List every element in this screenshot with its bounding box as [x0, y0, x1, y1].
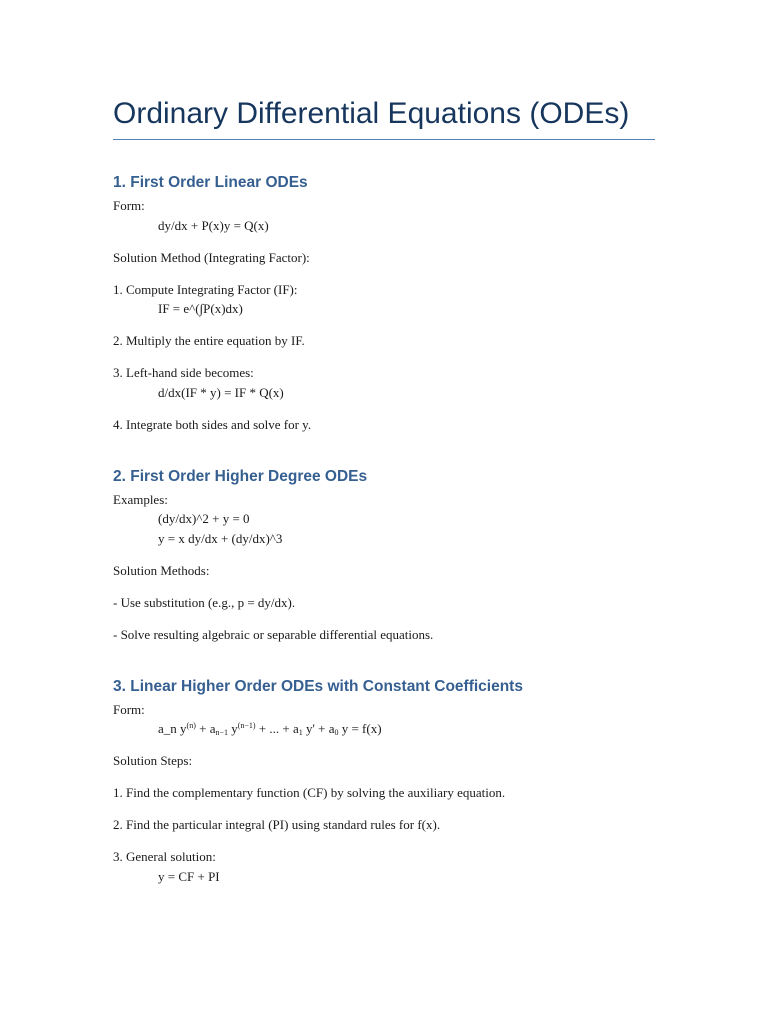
eq-part: a_n y — [158, 721, 187, 736]
eq-subscript: n−1 — [215, 728, 228, 737]
section-3-heading: 3. Linear Higher Order ODEs with Constant Coefficients — [113, 678, 523, 695]
section-2-example-2: y = x dy/dx + (dy/dx)^3 — [158, 531, 283, 546]
section-1-step-3-formula: d/dx(IF * y) = IF * Q(x) — [158, 385, 284, 400]
section-1-step-3: 3. Left-hand side becomes: — [113, 365, 254, 380]
section-1-step-1: 1. Compute Integrating Factor (IF): — [113, 282, 298, 297]
section-1-method-label: Solution Method (Integrating Factor): — [113, 250, 310, 265]
section-1-heading: 1. First Order Linear ODEs — [113, 174, 308, 191]
section-2-examples-label: Examples: — [113, 492, 168, 507]
section-2-method-2: - Solve resulting algebraic or separable differential equations. — [113, 627, 434, 642]
section-3-step-3: 3. General solution: — [113, 849, 216, 864]
section-1-form-equation: dy/dx + P(x)y = Q(x) — [158, 218, 269, 233]
section-1-form-label: Form: — [113, 198, 145, 213]
eq-part: y' + a — [302, 721, 335, 736]
section-3-step-2: 2. Find the particular integral (PI) using standard rules for f(x). — [113, 817, 441, 832]
eq-part: y = f(x) — [338, 721, 382, 736]
section-3-step-1: 1. Find the complementary function (CF) by solving the auxiliary equation. — [113, 785, 506, 800]
document-title: Ordinary Differential Equations (ODEs) — [113, 97, 630, 130]
eq-superscript: (n) — [186, 721, 196, 730]
eq-subscript: 0 — [334, 728, 339, 737]
section-1-step-4: 4. Integrate both sides and solve for y. — [113, 417, 312, 432]
eq-part: + a — [195, 721, 216, 736]
section-1-step-2: 2. Multiply the entire equation by IF. — [113, 333, 305, 348]
section-2-example-1: (dy/dx)^2 + y = 0 — [158, 511, 250, 526]
section-1-step-1-formula: IF = e^(∫P(x)dx) — [158, 301, 243, 316]
section-3-steps-label: Solution Steps: — [113, 753, 193, 768]
eq-part: y — [227, 721, 238, 736]
section-2-methods-label: Solution Methods: — [113, 563, 210, 578]
section-2-heading: 2. First Order Higher Degree ODEs — [113, 468, 368, 485]
section-3-step-3-formula: y = CF + PI — [158, 869, 220, 884]
eq-superscript: (n−1) — [237, 721, 256, 730]
eq-part: + ... + a — [255, 721, 299, 736]
eq-subscript: 1 — [298, 728, 303, 737]
section-3-form-equation — [158, 720, 382, 738]
section-2-method-1: - Use substitution (e.g., p = dy/dx). — [113, 595, 296, 610]
section-3-form-label: Form: — [113, 702, 145, 717]
title-underline — [113, 139, 655, 140]
